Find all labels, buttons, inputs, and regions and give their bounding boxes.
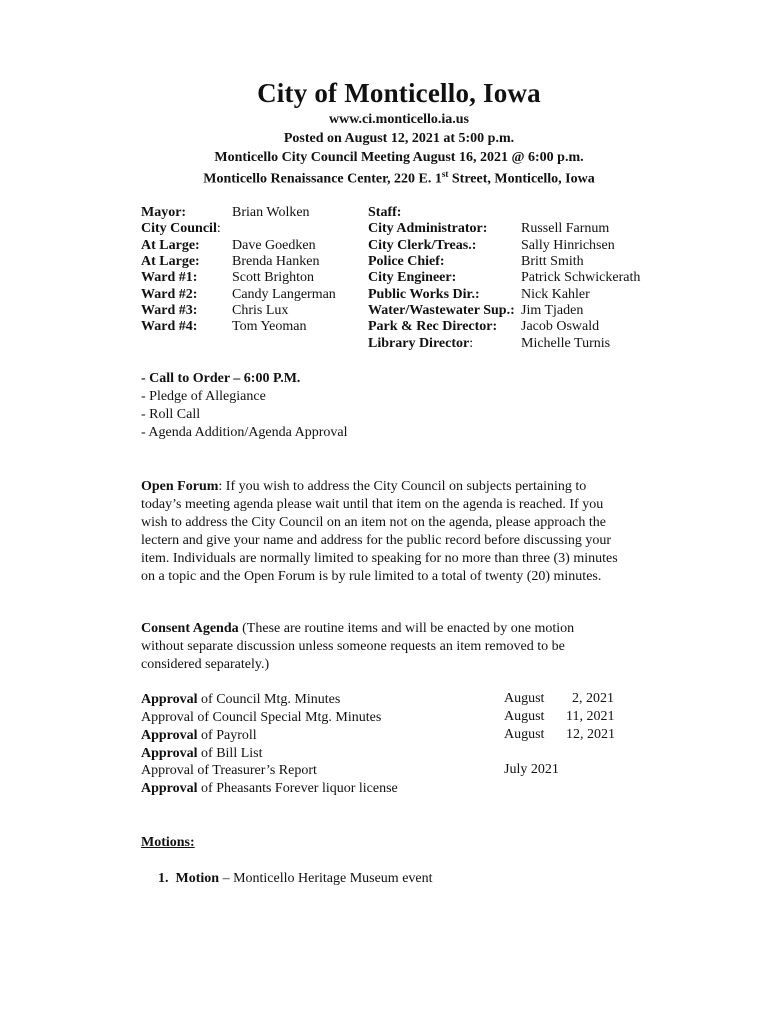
paragraph-line: item. Individuals are normally limited to speaking for no more than three (3) minutes	[141, 551, 618, 566]
staff-name: Russell Farnum	[521, 221, 610, 236]
staff-role: Library Director:	[368, 336, 474, 351]
council-name: Tom Yeoman	[232, 319, 307, 334]
opening-item: - Agenda Addition/Agenda Approval	[141, 425, 348, 440]
motion-number: 1.	[158, 871, 169, 886]
staff-role: Public Works Dir.:	[368, 287, 480, 302]
staff-role: City Engineer:	[368, 270, 457, 285]
location-line: Monticello Renaissance Center, 220 E. 1st Street, Monticello, Iowa	[203, 169, 595, 187]
council-name: Chris Lux	[232, 303, 289, 318]
consent-item: Approval of Payroll	[141, 728, 257, 743]
consent-item: Approval of Council Mtg. Minutes	[141, 692, 341, 707]
consent-agenda-label: Consent Agenda	[141, 621, 239, 636]
council-name: Brenda Hanken	[232, 254, 320, 269]
paragraph-line: Consent Agenda (These are routine items and will be enacted by one motion	[141, 621, 575, 636]
council-role: At Large:	[141, 238, 200, 253]
staff-role: Park & Rec Director:	[368, 319, 498, 334]
consent-item: Approval of Pheasants Forever liquor license	[141, 781, 398, 796]
staff-role: Police Chief:	[368, 254, 445, 269]
council-role: Ward #2:	[141, 287, 198, 302]
opening-item: - Roll Call	[141, 407, 201, 422]
paragraph-line: today’s meeting agenda please wait until that item on the agenda is reached. If you	[141, 497, 604, 512]
consent-item-day: 2, 2021	[572, 691, 614, 706]
consent-item-month: August	[504, 727, 545, 742]
staff-role: Water/Wastewater Sup.:	[368, 303, 515, 318]
council-role: Ward #4:	[141, 319, 198, 334]
paragraph-line: without separate discussion unless someone requests an item removed to be	[141, 639, 565, 654]
call-to-order: - Call to Order – 6:00 P.M.	[141, 371, 301, 386]
consent-item: Approval of Treasurer’s Report	[141, 763, 317, 778]
open-forum-paragraph	[141, 478, 631, 586]
consent-item-month: August	[504, 709, 545, 724]
page-title: City of Monticello, Iowa	[257, 78, 541, 108]
staff-role: City Clerk/Treas.:	[368, 238, 477, 253]
consent-item-day: 12, 2021	[566, 727, 615, 742]
consent-item-month: August	[504, 691, 545, 706]
posted-line: Posted on August 12, 2021 at 5:00 p.m.	[283, 131, 515, 146]
council-role: Ward #1:	[141, 270, 198, 285]
consent-agenda-paragraph	[141, 620, 631, 674]
website-line: www.ci.monticello.ia.us	[329, 112, 469, 127]
consent-item-day: 11, 2021	[566, 709, 615, 724]
council-name: Candy Langerman	[232, 287, 336, 302]
staff-role: City Administrator:	[368, 221, 488, 236]
council-name: Dave Goedken	[232, 238, 316, 253]
staff-name: Sally Hinrichsen	[521, 238, 615, 253]
staff-heading: Staff:	[368, 205, 402, 220]
consent-item-month: July 2021	[504, 762, 559, 777]
meeting-line: Monticello City Council Meeting August 16, 2021 @ 6:00 p.m.	[214, 150, 584, 165]
staff-name: Michelle Turnis	[521, 336, 611, 351]
staff-name: Jim Tjaden	[521, 303, 584, 318]
staff-name: Jacob Oswald	[521, 319, 600, 334]
council-role: At Large:	[141, 254, 200, 269]
council-role: City Council:	[141, 221, 221, 236]
motion-item: 1. Motion – Monticello Heritage Museum event	[158, 871, 433, 886]
consent-item: Approval of Bill List	[141, 746, 263, 761]
consent-item: Approval of Council Special Mtg. Minutes	[141, 710, 382, 725]
paragraph-line: Open Forum: If you wish to address the City Council on subjects pertaining to	[141, 479, 587, 494]
council-role: Ward #3:	[141, 303, 198, 318]
opening-item: - Pledge of Allegiance	[141, 389, 266, 404]
paragraph-line: on a topic and the Open Forum is by rule limited to a total of twenty (20) minutes.	[141, 569, 602, 584]
open-forum-label: Open Forum	[141, 479, 219, 494]
staff-name: Britt Smith	[521, 254, 584, 269]
motion-label: Motion	[175, 871, 220, 886]
paragraph-line: considered separately.)	[141, 657, 270, 672]
staff-name: Nick Kahler	[521, 287, 590, 302]
motions-heading: Motions:	[141, 835, 195, 850]
staff-name: Patrick Schwickerath	[521, 270, 641, 285]
paragraph-line: lectern and give your name and address for the public record before discussing your	[141, 533, 612, 548]
council-name: Brian Wolken	[232, 205, 310, 220]
paragraph-line: wish to address the City Council on an item not on the agenda, please approach the	[141, 515, 606, 530]
council-role: Mayor:	[141, 205, 187, 220]
council-name: Scott Brighton	[232, 270, 315, 285]
